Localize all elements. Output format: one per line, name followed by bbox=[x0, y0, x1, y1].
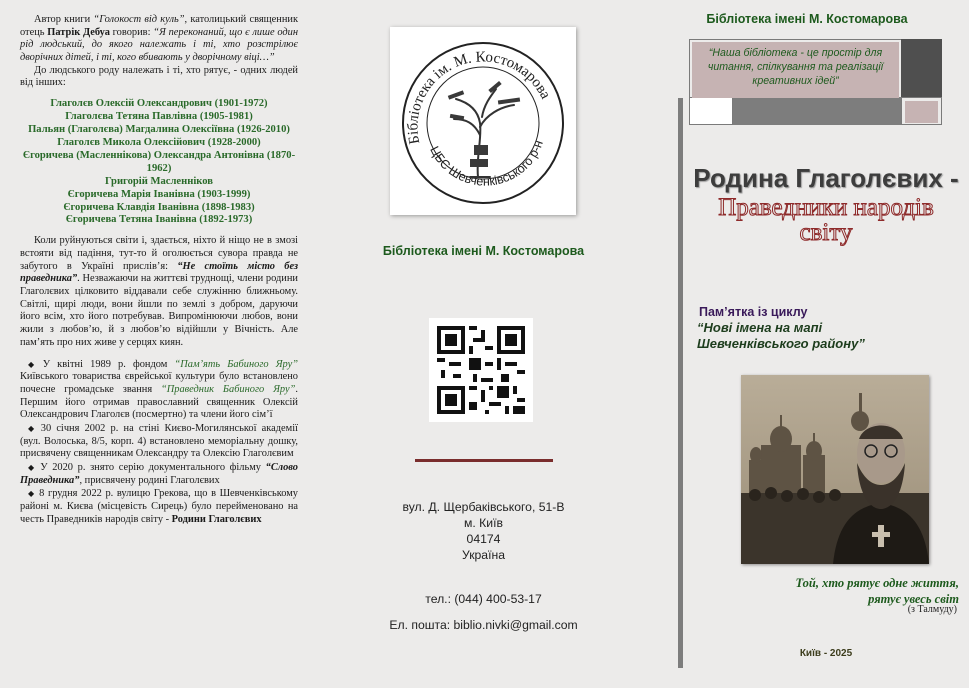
fact-text-2: Київського товариства єврейської культури було встановлено почесне громадське звання bbox=[20, 371, 298, 395]
main-text: Коли руйнуються світи і, здається, ніхто й ніщо не в змозі встояти від падіння, тут-то й оголюється сувора правда не забутого в Україні прислів’я: bbox=[20, 235, 298, 272]
main-text-2: . Незважаючи на життєві труднощі, члени родини Глаголєвих цілковито віддавали себе служінню ближньому. Світлі, щирі люди, вони йшли по землі з добром, даруючи його всім, хто його потребував. Випромінюючи любов, вони жили з любов’ю, й з любов’ю відійшли у Вічність. Але пам’ять про них живе у серцях киян. bbox=[20, 273, 298, 348]
fact-bullet bbox=[20, 423, 298, 461]
family-name: Родини Глаголєвих bbox=[171, 513, 262, 525]
name-item: Глаголєв Микола Олексійович (1928-2000) bbox=[57, 136, 261, 148]
diamond-bullet-icon: ◆ bbox=[28, 489, 36, 499]
name-item: Єгоричева (Масленнікова) Олександра Антонівна (1870-1962) bbox=[22, 149, 296, 174]
diamond-bullet-icon: ◆ bbox=[28, 423, 37, 433]
book-title: “Голокост від куль” bbox=[93, 14, 185, 25]
decor-block-gray bbox=[733, 97, 901, 125]
intro-text-3: говорив: bbox=[109, 26, 154, 38]
library-name: Бібліотека імені М. Костомарова bbox=[382, 244, 585, 258]
name-item: Глаголєва Тетяна Павлівна (1905-1981) bbox=[65, 111, 253, 123]
name-item: Пальян (Глаголєва) Магдалина Олексіївна (1926-2010) bbox=[28, 123, 290, 135]
email-address[interactable]: Ел. пошта: biblio.nivki@gmail.com bbox=[389, 618, 578, 632]
city-year: Київ - 2025 bbox=[799, 648, 853, 659]
library-name-header: Бібліотека імені М. Костомарова bbox=[706, 12, 908, 26]
intro-paragraph-2: До людського роду належать і ті, хто рятує, - одних людей від інших: bbox=[20, 64, 298, 89]
name-item: Глаголєв Олексій Олександрович (1901-1972) bbox=[50, 98, 268, 110]
name-item: Єгоричева Марія Іванівна (1903-1999) bbox=[67, 188, 251, 200]
brochure-subtitle bbox=[683, 196, 969, 245]
phone-number: тел.: (044) 400-53-17 bbox=[425, 592, 542, 606]
diamond-bullet-icon: ◆ bbox=[28, 463, 37, 473]
middle-panel bbox=[322, 0, 645, 688]
address-city: м. Київ bbox=[464, 516, 503, 530]
motto-source: (з Талмуду) bbox=[907, 604, 957, 615]
fact-bullet bbox=[20, 359, 298, 422]
fact-text: У 2020 р. знято серію документального фільму bbox=[40, 462, 266, 474]
series-label: Пам’ятка із циклу bbox=[699, 305, 808, 319]
decor-block-white bbox=[689, 97, 733, 125]
fact-text-3: . Першим його отримав православний священник Олексій Олександрович Глаголєв (посмертно) та члени його сім’ї bbox=[20, 383, 298, 421]
slogan-text: “Наша бібліотека - це простір для читання, спілкування та реалізації креативних ідей” bbox=[692, 42, 899, 98]
intro-paragraph bbox=[20, 14, 298, 65]
name-item: Григорій Масленніков bbox=[104, 175, 213, 187]
address-country: Україна bbox=[462, 548, 505, 562]
fact-text: 8 грудня 2022 р. вулицю Грекова, що в Шевченківському районі м. Києва (місцевість Сирець) було перейменовано на честь Праведників народів світу - bbox=[20, 488, 298, 525]
honorary-title: “Праведник Бабиного Яру” bbox=[161, 383, 296, 395]
fact-bullet bbox=[20, 462, 298, 487]
library-logo bbox=[390, 27, 576, 215]
left-panel bbox=[0, 0, 322, 688]
brochure-title: Родина Глаголєвих - bbox=[693, 163, 959, 193]
name-item: Єгоричева Тетяна Іванівна (1892-1973) bbox=[65, 214, 253, 226]
logo-ring-top: Бібліотека ім. М. Костомарова bbox=[405, 49, 554, 146]
fund-name: “Пам’ять Бабиного Яру” bbox=[174, 358, 298, 370]
author-name: Патрік Дебуа bbox=[47, 26, 110, 38]
historical-photo bbox=[741, 375, 929, 564]
slogan-block bbox=[689, 39, 942, 125]
motto-line: рятує увесь світ bbox=[868, 591, 959, 606]
logo-ring-bottom: ЦБС Шевченківського р-н bbox=[427, 138, 546, 189]
diamond-bullet-icon: ◆ bbox=[28, 359, 39, 369]
intro-text: Автор книги bbox=[34, 14, 94, 25]
talmud-motto bbox=[795, 576, 959, 607]
series-name: “Нові імена на мапі Шевченківського району” bbox=[697, 320, 865, 351]
fact-text: 30 січня 2002 р. на стіні Києво-Могилянської академії (вул. Волоська, 8/5, корп. 4) встановлено меморіальну дошку, присвячену священникам Олександру та Олексію Глаголєвим bbox=[20, 422, 299, 460]
right-panel bbox=[645, 0, 969, 688]
author-quote: “Я переконаний, що є лише один рід людський, до якого належать і ті, хто розстрілює дворічних дітей, і ті, кого вбивають у дворічному віці…” bbox=[20, 26, 299, 64]
divider-line bbox=[415, 459, 553, 462]
subtitle-line: світу bbox=[799, 218, 853, 246]
righteous-names-list bbox=[20, 98, 298, 227]
fact-bullet bbox=[20, 488, 298, 526]
name-item: Єгоричева Клавдія Іванівна (1898-1983) bbox=[63, 201, 255, 213]
tree-logo-icon bbox=[390, 27, 576, 215]
decor-block-dark bbox=[901, 39, 942, 97]
address-zip: 04174 bbox=[466, 532, 501, 546]
proverb: “Не стоїть місто без праведника” bbox=[20, 260, 298, 285]
qr-code-icon[interactable] bbox=[429, 318, 533, 422]
intro-text-2: , католицький священник отець bbox=[20, 14, 298, 38]
main-paragraph bbox=[20, 235, 298, 349]
fact-text: У квітні 1989 р. фондом bbox=[42, 358, 175, 370]
decor-block-pink bbox=[905, 101, 938, 123]
fact-text-2: , присвячену родині Глаголєвих bbox=[79, 474, 220, 486]
address-street: вул. Д. Щербаківського, 51-В bbox=[402, 500, 565, 514]
motto-line: Той, хто рятує одне життя, bbox=[795, 576, 959, 590]
subtitle-line: Праведники народів bbox=[718, 194, 934, 221]
film-title: “Слово Праведника” bbox=[20, 462, 298, 486]
